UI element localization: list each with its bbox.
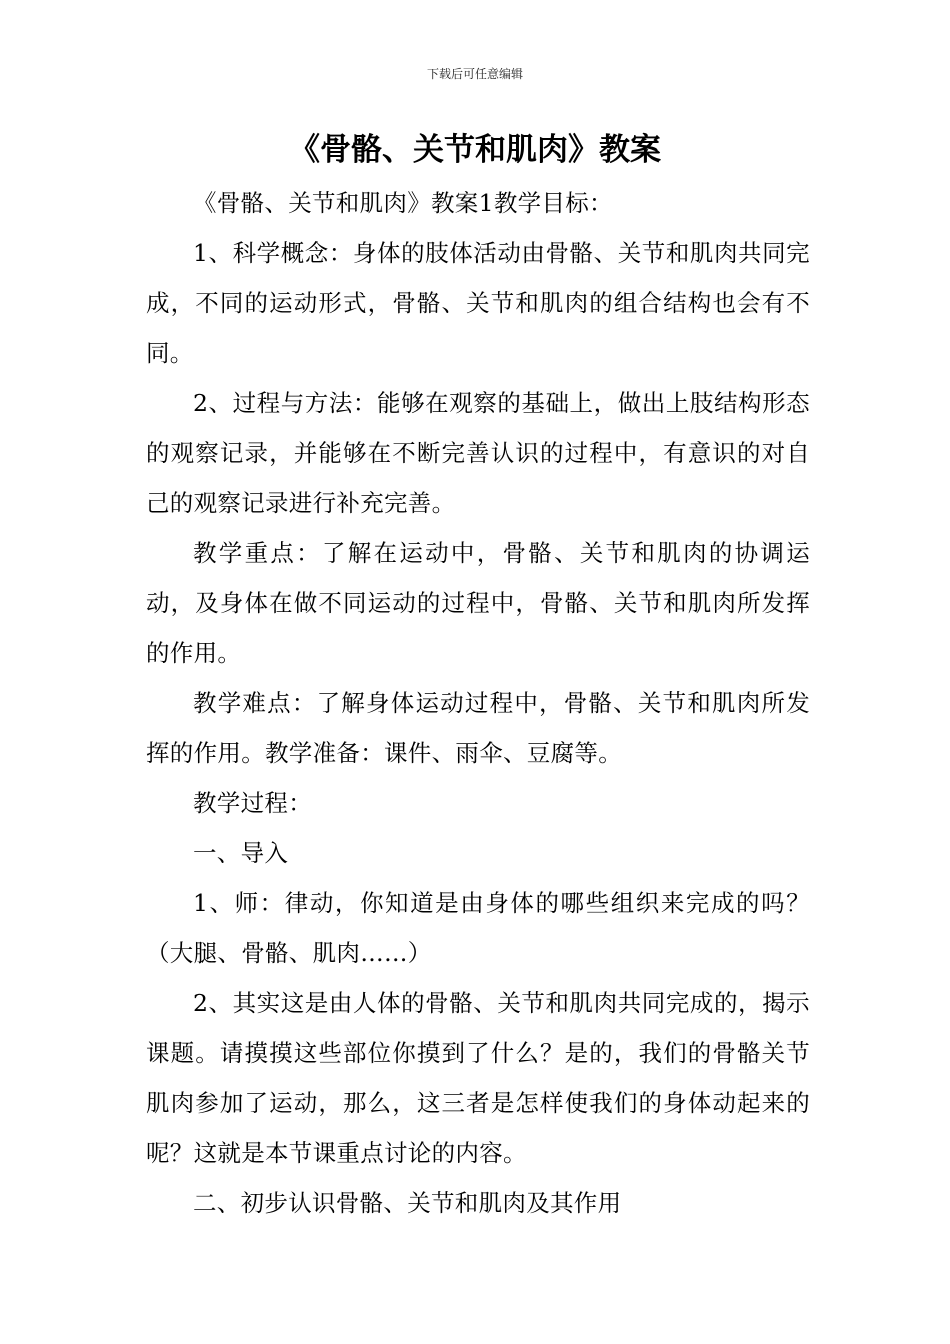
paragraph-teaching-difficulty: 教学难点：了解身体运动过程中，骨骼、关节和肌肉所发挥的作用。教学准备：课件、雨伞、豆腐等。 [146,689,810,767]
paragraph-teaching-focus: 教学重点：了解在运动中，骨骼、关节和肌肉的协调运动，及身体在做不同运动的过程中，骨骼、关节和肌肉所发挥的作用。 [146,539,810,667]
document-title: 《骨骼、关节和肌肉》教案 [289,132,661,168]
paragraph-section-two: 二、初步认识骨骼、关节和肌肉及其作用 [193,1189,622,1217]
paragraph-teaching-process: 教学过程： [193,789,312,817]
paragraph-intro-step-2: 2、其实这是由人体的骨骼、关节和肌肉共同完成的，揭示课题。请摸摸这些部位你摸到了什么？是的，我们的骨骼关节肌肉参加了运动，那么，这三者是怎样使我们的身体动起来的呢？这就是本节课重点讨论的内容。 [146,989,810,1167]
paragraph-objectives-heading: 《骨骼、关节和肌肉》教案1教学目标： [193,189,613,217]
paragraph-section-intro: 一、导入 [193,839,289,867]
paragraph-process-method: 2、过程与方法：能够在观察的基础上，做出上肢结构形态的观察记录，并能够在不断完善认识的过程中，有意识的对自己的观察记录进行补充完善。 [146,389,810,517]
paragraph-science-concept: 1、科学概念：身体的肢体活动由骨骼、关节和肌肉共同完成，不同的运动形式，骨骼、关节和肌肉的组合结构也会有不同。 [146,239,810,367]
header-note: 下载后可任意编辑 [426,67,523,81]
paragraph-intro-step-1: 1、师：律动，你知道是由身体的哪些组织来完成的吗？（大腿、骨骼、肌肉……） [146,889,810,967]
document-body [146,178,810,1228]
